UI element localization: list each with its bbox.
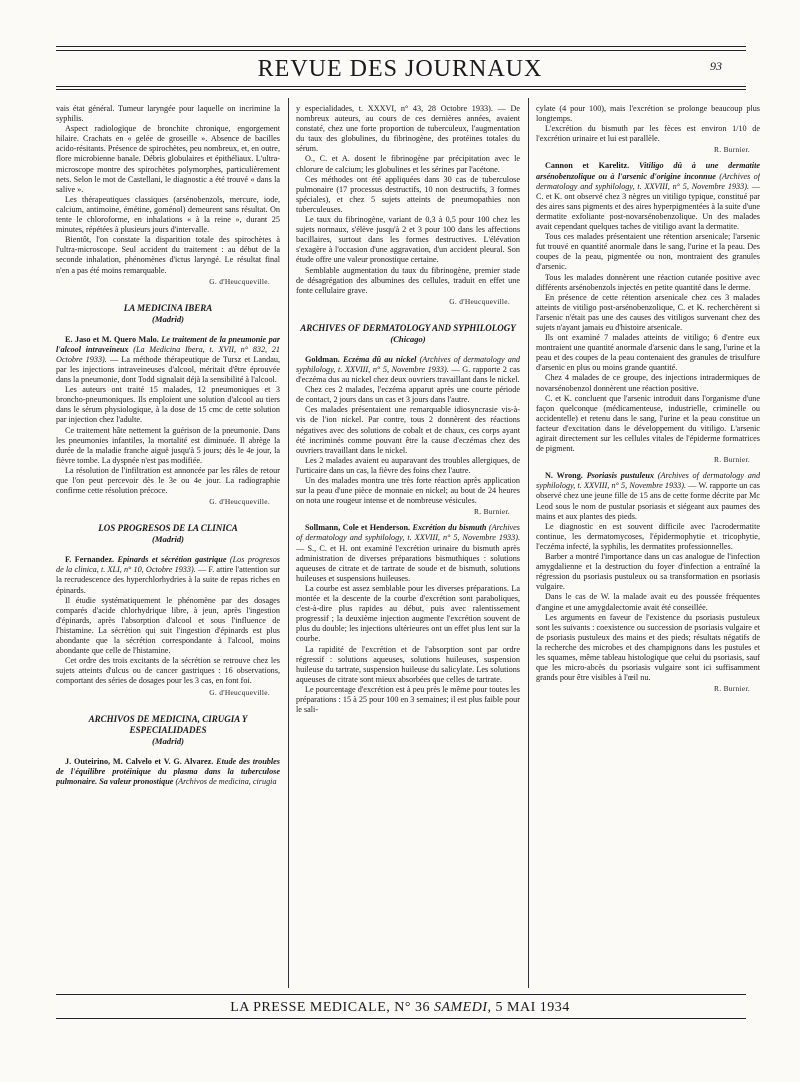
- header-bottom-rule: [56, 86, 746, 87]
- article-title: Psoriasis pustuleux: [586, 471, 655, 481]
- article-entry: [536, 161, 760, 232]
- paragraph: C. et K. concluent que l'arsenic introduit dans l'organisme d'une façon quelconque (médicamenteuse, industrielle, criminelle ou accidentelle) et retenu dans le sang, l'urine et la peau constitue un facteur d'excitation dans le développement du vitiligo. L'arsenic agirait directement sur les cellules vitales de l'épiderme formatrices de pigment.: [536, 393, 760, 454]
- paragraph: Les thérapeutiques classiques (arsénobenzols, mercure, iode, calcium, antimoine, émétine, goménol) demeurent sans résultat. On tente le chloroforme, en inhalations « à la reine », durant 25 minutes, répétées à plusieurs jours d'intervalle.: [56, 194, 280, 235]
- paragraph: Ils ont examiné 7 malades atteints de vitiligo; 6 d'entre eux montraient une quantité anormale d'arsenic dans le sang, l'urine et la peau et des coupes de la peau contenaient des granules de trisulfure d'arsenic en plus ou moins grande quantité.: [536, 333, 760, 373]
- article-text: — C. et K. ont observé chez 3 nègres un vitiligo typique, constitué par des aires sans pigments et des aires hyperpigmentées à la suite d'une dermatite exfoliante post-novarsénobenzolique. Un des malades avait cependant quelques taches de vitiligo avant la dermatite.: [536, 181, 760, 232]
- paragraph: Tous les malades donnèrent une réaction cutanée positive avec différents arsénobenzols injectés en petite quantité dans le derme.: [536, 272, 760, 292]
- paragraph: O., C. et A. dosent le fibrinogène par précipitation avec le chlorure de calcium; les globulines et les sérines par l'acétone.: [296, 154, 520, 174]
- article-title: Eczéma dû au nickel: [342, 354, 417, 364]
- paragraph: Cet ordre des trois excitants de la sécrétion se retrouve chez les sujets atteints d'ulcus ou de cancer gastriques : 16 observations, comportant des séries de dosages pour les 3 cas, en font foi.: [56, 656, 280, 686]
- footer-bottom-rule: [56, 1018, 746, 1019]
- article-text: — G. rapporte 2 cas d'eczéma dus au nickel chez deux ouvriers travaillant dans le nickel.: [296, 364, 520, 385]
- paragraph: cylate (4 pour 100), mais l'excrétion se prolonge beaucoup plus longtemps.: [536, 104, 760, 124]
- article-title: Etude des troubles de l'équilibre protéinique du plasma dans la tuberculose pulmonaire. Sa valeur pronostique: [56, 756, 280, 786]
- footer-issue-number: N° 36: [394, 1000, 430, 1015]
- journal-city: (Madrid): [152, 534, 184, 545]
- footer-rule: [56, 994, 746, 995]
- author-signature: G. d'Heucqueville.: [449, 296, 510, 306]
- paragraph: La résolution de l'infiltration est annoncée par les râles de retour que l'on peut percevoir dès le 3e ou 4e jour. La radiographie confirme cette résolution précoce.: [56, 465, 280, 496]
- author-signature: R. Burnier.: [714, 145, 750, 155]
- paragraph: La rapidité de l'excrétion et de l'absorption sont par ordre régressif : solutions aqueuses, solutions huileuses, suspension huileuse du tartrate, suspension huileuse du salicylate. Les solutions aqueuses de citrate sont mieux absorbées que celles de tartrate.: [296, 644, 520, 684]
- journal-city: (Madrid): [152, 735, 184, 746]
- paragraph: Dans le cas de W. la malade avait eu des poussée fréquentes d'angine et une amygdalectomie avait été conseillée.: [536, 592, 760, 612]
- article-reference: (Archives of dermatology and syphilology, t. XXVIII, n° 5, Novembre 1933).: [536, 471, 760, 491]
- paragraph: Ces méthodes ont été appliquées dans 30 cas de tuberculose pulmonaire (17 processus destructifs, 10 non destructifs, 3 formes spéciales), et chez 5 sujets atteints de pneumopathies non tuberculeuses.: [296, 174, 520, 214]
- footer-date: 5 MAI 1934: [495, 1000, 570, 1015]
- author-signature: R. Burnier.: [714, 455, 750, 465]
- paragraph: Semblable augmentation du taux du fibrinogène, premier stade de désagrégation des albumines des cellules, traduit en effet une fonte cellulaire grave.: [296, 265, 520, 295]
- article-reference: (Archives of dermatology and syphilology, t. XXVIII, n° 5, Novembre 1933).: [296, 354, 520, 374]
- journal-heading: ARCHIVOS DE MEDICINA, CIRUGIA Y ESPECIALIDADES: [88, 713, 248, 735]
- paragraph: Chez 4 malades de ce groupe, des injections intradermiques de novarsénobenzol donnèrent une réaction positive.: [536, 373, 760, 393]
- column-right: [536, 104, 760, 989]
- author-signature: G. d'Heucqueville.: [209, 497, 270, 507]
- paragraph: La courbe est assez semblable pour les diverses préparations. La montée et la descente de la courbe d'excrétion sont paraboliques, c'est-à-dire plus rapides au début, puis avec ralentissement progressif ; la deuxième injection augmente l'excrétion souvent de plus du double; les injections ultérieures ont un effet plus lent sur la courbe.: [296, 583, 520, 644]
- article-text: — La méthode thérapeutique de Tursz et Landau, par les injections intraveineuses d'alcool, méritait d'être éprouvée dans la pneumonie, dont Todd signalait déjà la sensibilité à l'alcool.: [56, 354, 280, 385]
- article-reference: (Los progresos de la clinica, t. XLI, n° 10, Octobre 1933).: [56, 555, 280, 575]
- paragraph: Aspect radiologique de bronchite chronique, engorgement hilaire. Crachats en « gelée de groseille ». Absence de bacilles acido-résitants. Présence de spirochètes, peu nombreux, et, en outre, flore microbienne banale. Débris globulaires et épithéliaux. L'ultra-microscope montre des spirochètes polymorphes, particulièrement nets. Selon le mot de Castellani, le diagnostic a été trouvé « dans la salive ».: [56, 124, 280, 194]
- paragraph: Tous ces malades présentaient une rétention arsenicale; l'arsenic fut trouvé en quantité anormale dans le sang, l'urine et la peau. Des coupes de la peau, pigmentée ou non, montraient des granules d'arsenic.: [536, 232, 760, 272]
- journal-heading: ARCHIVES OF DERMATOLOGY AND SYPHILOLOGY: [300, 322, 516, 333]
- paragraph: Bientôt, l'on constate la disparition totale des spirochètes à l'ultra-microscope. Seul accident du traitement : au début de la seconde inhalation, phénomènes d'ictus laryngé. Le résultat final n'en a pas été moins remarquable.: [56, 235, 280, 275]
- column-middle: [296, 104, 520, 989]
- article-title: Excrétion du bismuth: [412, 523, 487, 533]
- column-divider-2: [528, 98, 529, 988]
- journal-heading: LA MEDICINA IBERA: [123, 302, 213, 313]
- article-entry: [536, 471, 760, 521]
- paragraph: Un des malades montra une très forte réaction après application sur la peau d'une pièce de monnaie en nickel; au bout de 24 heures on nota une rougeur intense et de nombreuse vésicules.: [296, 476, 520, 506]
- article-entry: [296, 523, 520, 584]
- author-signature: R. Burnier.: [714, 684, 750, 694]
- article-entry: [56, 335, 280, 385]
- article-authors: Goldman.: [305, 354, 340, 364]
- running-head: REVUE DES JOURNAUX: [257, 56, 543, 82]
- footer: [0, 1000, 800, 1016]
- paragraph: Le taux du fibrinogène, variant de 0,3 à 0,5 pour 100 chez les sujets normaux, s'élève jusqu'à 2 et 3 pour 100 dans les affections bacillaires, surtout dans les formes destructives. L'élévation s'exagère à l'occasion d'une aggravation, d'un accident pleural. Son étude offre une valeur pronostique certaine.: [296, 215, 520, 265]
- article-text: — W. rapporte un cas observé chez une jeune fille de 15 ans de cette forme décrite par Mc Leod sous le nom de pustular psoriasis et siégeant aux paumes des mains et aux plantes des pieds.: [536, 481, 760, 521]
- header-top-rule: [56, 46, 746, 47]
- column-divider-1: [288, 98, 289, 988]
- footer-day: SAMEDI,: [433, 1000, 492, 1015]
- article-reference: (Archivos de medicina, cirugia: [175, 776, 277, 786]
- page-number: 93: [710, 59, 722, 73]
- paragraph: Le diagnostic en est souvent difficile avec l'acrodermatite continue, les dermatomycoses, l'épidermophytie et tricophytie, l'eczéma infecté, la syphilis, les dermatites professionnelles.: [536, 521, 760, 551]
- header-bottom-rule-2: [56, 89, 746, 90]
- article-entry: [56, 757, 280, 787]
- article-text: — F. attire l'attention sur la recrudescence des hyperchlorhydries à la suite de repas riches en épinards.: [56, 565, 280, 595]
- paragraph: y especialidades, t. XXXVI, n° 43, 28 Octobre 1933). — De nombreux auteurs, au cours de ces dernières années, avaient constaté, chez une forte proportion de tuberculeux, l'augmentation du taux des globulines, du fibrinogène, des protéines totales du sérum.: [296, 104, 520, 154]
- article-text: — S., C. et H. ont examiné l'excrétion urinaire du bismuth après administration de diverses préparations bismuthiques : solutions aqueuses de citrate et de tartrate de soude et de bismuth, solutions huileuses et suspensions huileuses.: [296, 543, 520, 583]
- article-title: Epinards et sécrétion gastrique: [117, 555, 227, 565]
- paragraph: Les 2 malades avaient eu auparavant des troubles allergiques, de l'urticaire dans un cas, la fièvre des foins chez l'autre.: [296, 455, 520, 475]
- author-signature: G. d'Heucqueville.: [209, 276, 270, 286]
- article-authors: J. Outeirino, M. Calvelo et V. G. Alvarez.: [65, 756, 214, 766]
- paragraph: Barber a montré l'importance dans un cas analogue de l'infection amygdalienne et la destruction du foyer d'infection a entraîné la régression du psoriasis pustuleux ou sa transformation en psoriasis vulgaire.: [536, 552, 760, 592]
- article-entry: [296, 355, 520, 385]
- article-authors: E. Jaso et M. Quero Malo.: [65, 334, 159, 344]
- paragraph: En présence de cette rétention arsenicale chez ces 3 malades atteints de vitiligo post-arsénobenzolique, C. et K. recherchèrent si l'arsenic n'était pas une des causes des vitiligos survenant chez des sujets n'ayant jamais eu d'histoire arsenicale.: [536, 292, 760, 332]
- article-authors: Cannon et Karelitz.: [545, 161, 630, 171]
- article-reference: (Archives of dermatology and syphilology, t. XXVIII, n° 5, Novembre 1933).: [536, 171, 760, 191]
- header-top-rule-2: [56, 50, 746, 51]
- journal-heading: LOS PROGRESOS DE LA CLINICA: [98, 523, 238, 534]
- article-title: Le traitement de la pneumonie par l'alcool intraveineux: [56, 334, 280, 354]
- paragraph: vais état général. Tumeur laryngée pour laquelle on incrimine la syphilis.: [56, 104, 280, 124]
- column-left: [56, 104, 280, 989]
- paragraph: Ces malades présentaient une remarquable idiosyncrasie vis-à-vis de l'ion nickel. Par contre, tous 2 donnèrent des réactions négatives avec des solutions de cobalt et de chaux, ces corps ayant été incriminés comme pouvant être la cause d'eczémas chez des ouvriers travaillant dans le nickel.: [296, 405, 520, 455]
- paragraph: Les arguments en faveur de l'existence du psoriasis pustuleux sont les suivants : coexistence ou succession de psoriasis vulgaire et de psoriasis pustuleux des mains et des pieds; résultats négatifs de la recherche des microbes et des champignons dans les pustules et les squames, même tableau histologique que celui du psoriasis, sauf que les micro-abcès du psoriasis vulgaire sont ici suffisamment grands pour être visibles à l'œil nu.: [536, 612, 760, 683]
- paragraph: Le pourcentage d'excrétion est à peu près le même pour toutes les préparations : 15 à 25 pour 100 en 3 semaines; il est plus faible pour le sali-: [296, 684, 520, 715]
- article-entry: [56, 555, 280, 595]
- journal-city: (Chicago): [390, 333, 426, 344]
- paragraph: Les auteurs ont traité 15 malades, 12 pneumoniques et 3 broncho-pneumoniques. Ils emploient une solution d'alcool au tiers dans le sérum physiologique, à la dose de 15 cmc de cette solution par injection chez l'adulte.: [56, 385, 280, 425]
- paragraph: Il étudie systématiquement le phénomène par des dosages comparés d'acide chlorhydrique libre, à jeun, après l'ingestion d'épinards, après l'absorption d'alcool et sous l'influence de l'histamine. La sécrétion qui suit l'ingestion d'épinards est plus abondante que la sécrétion correspondante à l'alcool, moins abondante que celle de l'histamine.: [56, 595, 280, 656]
- footer-journal: LA PRESSE MEDICALE,: [230, 1000, 391, 1015]
- article-reference: (La Medicina Ibera, t. XVII, n° 832, 21 Octobre 1933).: [56, 344, 280, 364]
- article-title: Vitiligo dû à une dermatite arsénobenzolique ou à l'arsenic d'origine inconnue: [536, 161, 760, 181]
- author-signature: R. Burnier.: [474, 507, 510, 517]
- author-signature: G. d'Heucqueville.: [209, 687, 270, 697]
- paragraph: L'excrétion du bismuth par les fèces est environ 1/10 de l'excrétion urinaire et lui est parallèle.: [536, 124, 760, 144]
- paragraph: Ce traitement hâte nettement la guérison de la pneumonie. Dans les pneumonies infantiles, la mortalité est diminuée. Il abrège la durée de la maladie franche aiguë jusqu'à 5 jours; dès le 4e jour, la fièvre tombe. La dyspnée n'est pas modifiée.: [56, 425, 280, 465]
- article-authors: Sollmann, Cole et Henderson.: [305, 523, 411, 533]
- article-authors: N. Wrong.: [545, 471, 583, 481]
- article-authors: F. Fernandez.: [65, 555, 115, 565]
- journal-city: (Madrid): [152, 313, 184, 324]
- article-reference: (Archives of dermatology and syphilology, t. XXVIII, n° 5, Novembre 1933).: [296, 523, 520, 543]
- paragraph: Chez ces 2 malades, l'eczéma apparut après une courte période de contact, 2 jours dans un cas et 3 jours dans l'autre.: [296, 385, 520, 405]
